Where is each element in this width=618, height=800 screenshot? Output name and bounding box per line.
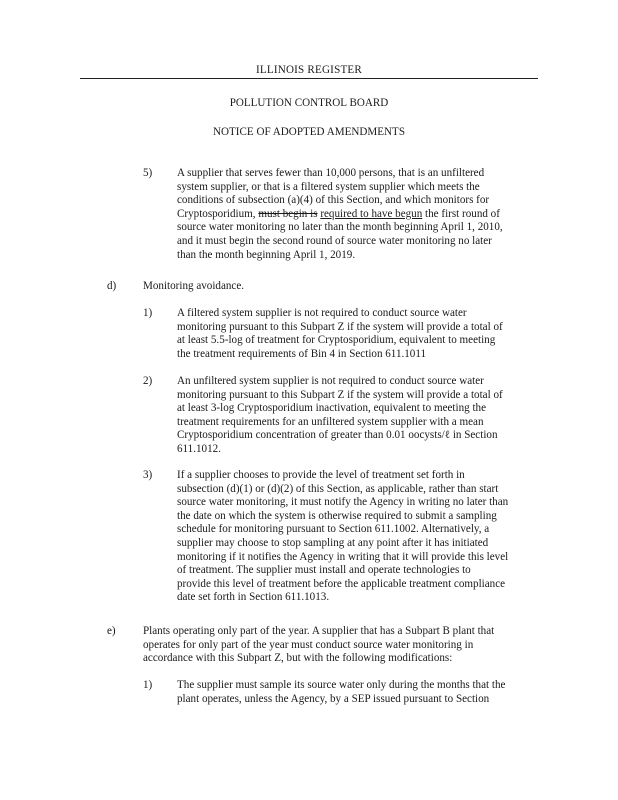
text-line: accordance with this Subpart Z, but with the following modifications: (143, 652, 453, 665)
text-line: 611.1012. (177, 442, 221, 455)
text-line: operates for only part of the year must conduct source water monitoring in (143, 638, 474, 651)
text-line: Plants operating only part of the year. A supplier that has a Subpart B plant that (143, 625, 495, 637)
paragraph-e (143, 625, 553, 666)
text-line: system supplier, or that is a filtered system supplier which meets the (177, 180, 480, 193)
deleted-text: must begin is (258, 207, 318, 220)
text-line: provide this level of treatment before the applicable treatment compliance (177, 577, 506, 590)
header-rule (80, 78, 538, 79)
section-letter: e) (107, 625, 116, 637)
text-line: subsection (d)(1) or (d)(2) of this Section, as applicable, rather than start (177, 482, 499, 495)
board-heading: POLLUTION CONTROL BOARD (229, 97, 389, 109)
text-line: A supplier that serves fewer than 10,000 persons, that is an unfiltered (177, 167, 485, 179)
item-number: 3) (143, 469, 153, 481)
text-line (177, 208, 547, 222)
notice-heading: NOTICE OF ADOPTED AMENDMENTS (213, 126, 405, 138)
text-line: treatment requirements for an unfiltered system supplier with a mean (177, 415, 484, 428)
text-line: and it must begin the second round of source water monitoring no later (177, 234, 492, 247)
text-line: the date on which the system is otherwise required to submit a sampling (177, 509, 497, 522)
text-line: source water monitoring no later than the month beginning April 1, 2010, (177, 221, 503, 234)
text-line: plant operates, unless the Agency, by a SEP issued pursuant to Section (177, 692, 490, 705)
text-line: monitoring pursuant to this Subpart Z if the system will provide a total of (177, 320, 503, 333)
text-line: than the month beginning April 1, 2019. (177, 248, 356, 261)
item-number: 5) (143, 167, 153, 179)
text-line: If a supplier chooses to provide the level of treatment set forth in (177, 469, 465, 481)
text-line: at least 3-log Cryptosporidium inactivation, equivalent to meeting the (177, 402, 487, 415)
paragraph-d2 (177, 375, 547, 457)
text-line: at least 5.5-log of treatment for Cryptosporidium, equivalent to meeting (177, 334, 496, 347)
paragraph-5 (177, 167, 547, 262)
register-heading: ILLINOIS REGISTER (255, 64, 362, 76)
text-line: Cryptosporidium concentration of greater than 0.01 oocysts/ℓ in Section (177, 429, 498, 442)
inserted-text: required to have begun (320, 207, 423, 220)
paragraph-e1 (177, 679, 547, 706)
text-line: A filtered system supplier is not required to conduct source water (177, 307, 467, 319)
item-number: 1) (143, 679, 153, 691)
text-line: source water monitoring, it must notify the Agency in writing no later than (177, 496, 509, 509)
text-run: Cryptosporidium, (177, 207, 259, 220)
section-letter: d) (107, 280, 117, 292)
item-number: 1) (143, 307, 153, 319)
text-line: monitoring if it notifies the Agency in writing that it will provide this level (177, 550, 509, 563)
text-line: schedule for monitoring pursuant to Section 611.1002. Alternatively, a (177, 523, 490, 536)
text-line: The supplier must sample its source water only during the months that the (177, 679, 506, 691)
text-line: monitoring pursuant to this Subpart Z if the system will provide a total of (177, 388, 503, 401)
paragraph-d3 (177, 469, 547, 605)
text-line: date set forth in Section 611.1013. (177, 591, 330, 604)
paragraph-d1 (177, 307, 547, 361)
item-number: 2) (143, 375, 153, 387)
text-run: the first round of (422, 207, 500, 220)
text-line: An unfiltered system supplier is not required to conduct source water (177, 375, 484, 387)
section-title: Monitoring avoidance. (143, 280, 245, 292)
text-line: supplier may choose to stop sampling at any point after it has initiated (177, 536, 489, 549)
text-line: of treatment. The supplier must install and operate technologies to (177, 564, 471, 577)
text-line: the treatment requirements of Bin 4 in Section 611.1011 (177, 347, 427, 360)
text-line: conditions of subsection (a)(4) of this Section, and which monitors for (177, 194, 490, 207)
